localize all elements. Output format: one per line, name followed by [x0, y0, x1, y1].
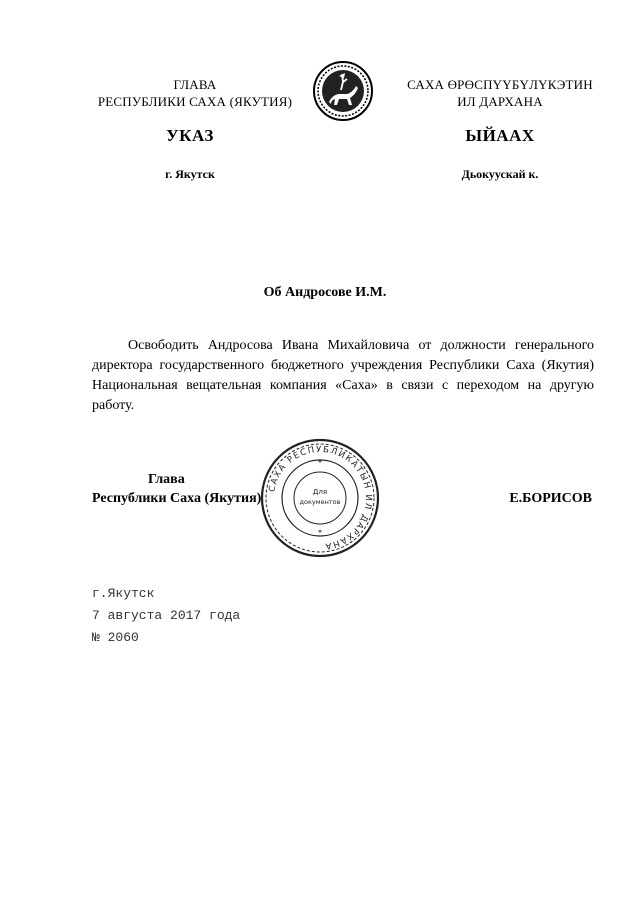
document-title: Об Андросове И.М.: [263, 285, 387, 300]
footer-date: 7 августа 2017 года: [92, 608, 241, 623]
footer-city: г.Якутск: [92, 586, 155, 601]
signature-name: Е.БОРИСОВ: [509, 491, 592, 506]
header-left-line1: ГЛАВА: [173, 77, 217, 92]
republic-emblem: [312, 60, 374, 122]
header-left: [70, 76, 320, 110]
body-paragraph: Освободить Андросова Ивана Михайловича от должности генерального директора государственного бюджетного учреждения Республики Саха (Якутия) Национальная вещательная компания «Саха» в связи с переходом на другую работу.: [92, 338, 594, 413]
header-left-line2: РЕСПУБЛИКИ САХА (ЯКУТИЯ): [97, 94, 293, 109]
city-left: г. Якутск: [165, 167, 215, 181]
header-right-line2: ИЛ ДАРХАНА: [457, 94, 543, 109]
signature-position-line1: Глава: [148, 472, 185, 487]
stamp-star-icon: *: [317, 528, 323, 538]
stamp-center-line1: Для: [312, 488, 328, 496]
footer-block: [92, 584, 392, 648]
stamp-ring-text: САХА РЕСПУБЛИКАТЫН ИЛ ДАРХАНА: [267, 444, 374, 551]
document-body: [92, 336, 594, 416]
header-right: [380, 76, 620, 110]
signature-position: [92, 470, 292, 508]
footer-number: № 2060: [92, 630, 139, 645]
header-right-line1: САХА ӨРӨСПҮҮБҮЛҮКЭТИН: [407, 77, 593, 92]
stamp-star-top-icon: *: [317, 458, 323, 468]
city-right: Дьокуускай к.: [461, 167, 539, 181]
doc-type-right: ЫЙААХ: [465, 126, 535, 145]
signature-position-line2: Республики Саха (Якутия): [92, 491, 262, 506]
stamp-center-line2: документов: [299, 498, 341, 506]
doc-type-left: УКАЗ: [166, 126, 214, 145]
